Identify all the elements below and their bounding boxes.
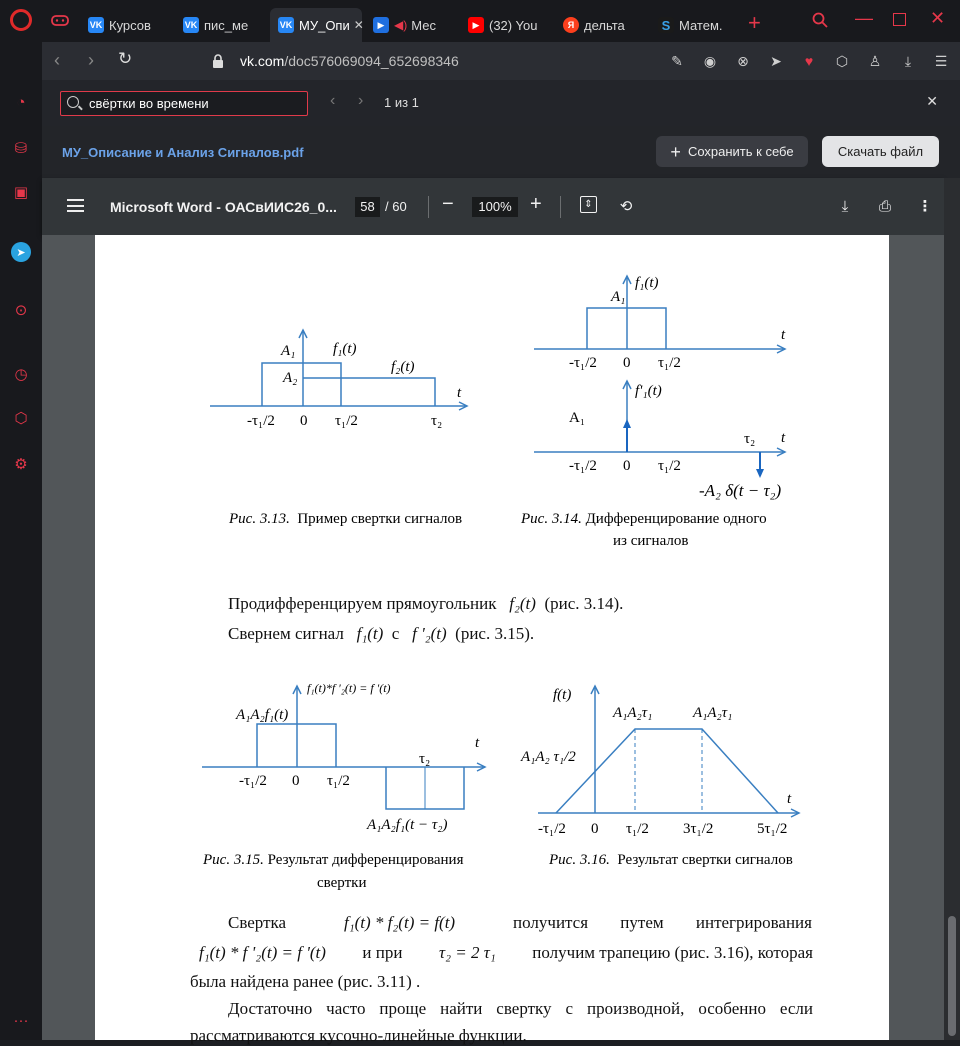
fig16-t-label: t: [787, 791, 792, 807]
fig14-tick: -τ₁/2: [569, 355, 597, 371]
caption-text: Пример свертки сигналов: [297, 511, 463, 527]
settings-icon[interactable]: ⚙: [14, 456, 28, 473]
caption-text: Дифференцирование одного: [585, 511, 767, 527]
fig16-tick: τ₁/2: [626, 821, 649, 837]
fig14-tick: 0: [623, 458, 631, 474]
caption-3-13: [229, 511, 462, 528]
zoom-out-icon[interactable]: −: [442, 193, 454, 215]
tab-bar: [0, 0, 960, 42]
find-next-icon[interactable]: ›: [358, 92, 364, 109]
block-icon[interactable]: ⊗: [737, 52, 749, 69]
text-span: Свертка: [228, 913, 287, 932]
fig13-tick: 0: [300, 413, 308, 429]
menu-icon[interactable]: [67, 199, 84, 212]
tab-4[interactable]: [365, 8, 457, 42]
math-span: f₁(t) * f '₂(t) = f '(t): [199, 943, 326, 962]
address-bar: [42, 42, 960, 80]
fig14-tick: τ₁/2: [658, 355, 681, 371]
fig14-tick: 0: [623, 355, 631, 371]
text-span: (рис. 3.15).: [455, 624, 535, 643]
paragraph-line-5: рассматриваются кусочно-линейные функции.: [190, 1026, 527, 1045]
caption-3-14: [521, 511, 767, 528]
find-query: свёртки во времени: [89, 96, 209, 111]
fig15-equation-label: f₁(t)*f '₂(t) = f '(t): [307, 681, 391, 695]
fig16-tick: -τ₁/2: [538, 821, 566, 837]
url-field[interactable]: [240, 53, 459, 69]
save-to-self-button[interactable]: [656, 136, 808, 167]
text-span: получим трапецию (рис. 3.16), которая: [532, 943, 813, 962]
shopping-bag-icon[interactable]: ⛁: [14, 140, 28, 157]
gamepad-icon[interactable]: [51, 12, 69, 28]
text-span: с: [391, 624, 400, 643]
fig13-tick: τ₂: [431, 413, 443, 429]
find-count: 1 из 1: [384, 95, 419, 110]
caption-number: Рис. 3.13.: [229, 511, 290, 527]
tab-5[interactable]: [460, 8, 552, 42]
vk-icon: VK: [88, 17, 104, 33]
fig13-tick: -τ₁/2: [247, 413, 275, 429]
tab-3-active[interactable]: [270, 8, 362, 42]
text-line-1: [228, 594, 623, 614]
download-icon[interactable]: ⤓: [904, 52, 912, 69]
fig14-tick: -τ₁/2: [569, 458, 597, 474]
text-span: (рис. 3.14).: [544, 594, 624, 613]
opera-logo-icon[interactable]: [10, 9, 32, 31]
caption-text: Результат дифференцирования: [267, 852, 464, 868]
fig16-peak-label-1: A₁A₂τ₁: [613, 705, 653, 721]
caption-number: Рис. 3.16.: [549, 852, 610, 868]
fig14-delta-label: -A₂ δ(t − τ₂): [699, 481, 782, 500]
fig13-f1-label: f₁(t): [333, 341, 357, 357]
caption-3-15: [203, 852, 464, 869]
text-span: Свернем сигнал: [228, 624, 344, 643]
lock-icon: [212, 54, 224, 68]
paragraph-line-1: [228, 913, 812, 933]
math-span: f₁(t): [356, 624, 384, 643]
fig15-tick: -τ₁/2: [239, 773, 267, 789]
fig13-a2-label: A₂: [283, 370, 298, 386]
paragraph-line-2: [199, 943, 813, 963]
extensions-icon[interactable]: ⬡: [14, 410, 28, 427]
send-icon[interactable]: ➤: [770, 52, 782, 69]
caption-3-16: [549, 852, 793, 869]
text-span: получится путем интегрирования: [513, 913, 812, 932]
tab-label: МУ_Опи: [299, 17, 350, 33]
youtube-icon: ▶: [468, 17, 484, 33]
caption-number: Рис. 3.15.: [203, 852, 264, 868]
vk-icon: VK: [278, 17, 294, 33]
pdf-page: [95, 235, 889, 1045]
tab-label: дельта: [584, 17, 625, 33]
page-total: / 60: [385, 199, 407, 214]
fig14-f1-label: f₁(t): [635, 275, 659, 291]
fig14-tau2-label: τ₂: [744, 431, 756, 447]
find-bar: [42, 80, 960, 126]
tab-1[interactable]: [80, 8, 170, 42]
math-span: τ₂ = 2 τ₁: [439, 943, 496, 962]
fig14-t-label: t: [781, 327, 786, 343]
tab-label: Матем.: [679, 17, 723, 33]
zoom-input[interactable]: 100%: [472, 197, 518, 217]
maximize-icon[interactable]: [893, 13, 906, 26]
tab-close-icon[interactable]: ✕: [353, 18, 364, 32]
reload-icon[interactable]: ↻: [118, 49, 133, 68]
caption-number: Рис. 3.14.: [521, 511, 582, 527]
scroll-thumb[interactable]: [948, 916, 956, 1036]
find-close-icon[interactable]: ✕: [926, 93, 938, 109]
tab-label: (32) You: [489, 17, 538, 33]
address-bar-actions: [668, 52, 950, 70]
tab-label: Курсов: [109, 17, 151, 33]
yandex-icon: Я: [563, 17, 579, 33]
fig13-f2-label: f₂(t): [391, 359, 415, 375]
more-options-icon[interactable]: ⋮: [917, 198, 933, 215]
math-span: f₂(t): [509, 594, 536, 613]
text-span: и при: [362, 943, 403, 962]
fig14-a1-impulse-label: A₁: [569, 410, 586, 426]
figure-3-15: [199, 683, 489, 833]
find-prev-icon[interactable]: ‹: [330, 92, 336, 109]
edit-icon[interactable]: ✎: [671, 52, 683, 69]
fig13-t-label: t: [457, 385, 462, 401]
download-icon[interactable]: ⤓: [841, 197, 849, 215]
speaker-icon[interactable]: ◀): [394, 18, 408, 32]
scrollbar[interactable]: [944, 178, 960, 1040]
document-filename[interactable]: МУ_Описание и Анализ Сигналов.pdf: [62, 145, 304, 160]
caption-3-15-line2: свертки: [317, 875, 367, 891]
close-window-icon[interactable]: ✕: [930, 8, 946, 28]
fig15-tick: 0: [292, 773, 300, 789]
tab-6[interactable]: [555, 8, 647, 42]
telegram-icon[interactable]: ➤: [11, 242, 31, 262]
fig16-f-label: f(t): [553, 687, 572, 703]
tab-label: пис_ме: [204, 17, 249, 33]
paragraph-line-4: Достаточно часто проще найти свертку с производной, особенно если: [228, 999, 813, 1018]
plus-icon: +: [670, 141, 681, 162]
rotate-icon[interactable]: ⟲: [619, 198, 633, 215]
more-icon[interactable]: ···: [13, 1011, 29, 1029]
fig14-derivative-label: f'₁(t): [635, 383, 662, 399]
caption-3-14-line2: из сигналов: [613, 533, 689, 549]
figure-3-14: [531, 273, 791, 483]
save-label: Сохранить к себе: [687, 144, 794, 159]
find-input[interactable]: [60, 91, 308, 116]
easy-setup-icon[interactable]: ☰: [934, 52, 948, 69]
fig15-tau2-label: τ₂: [419, 751, 431, 767]
new-tab-icon[interactable]: +: [748, 10, 761, 35]
divider: [560, 196, 561, 218]
zoom-in-icon[interactable]: +: [530, 193, 542, 215]
math-span: f '₂(t): [412, 624, 447, 643]
player-icon[interactable]: ⊙: [14, 302, 28, 319]
speed-dial-icon[interactable]: ◔: [16, 93, 26, 111]
page-number-input[interactable]: 58: [355, 197, 380, 217]
search-tabs-icon[interactable]: [812, 12, 828, 28]
camera-icon[interactable]: ◉: [703, 52, 717, 69]
tab-2[interactable]: [175, 8, 267, 42]
fig14-tick: τ₁/2: [658, 458, 681, 474]
forward-icon[interactable]: ›: [88, 50, 94, 70]
caption-text: Результат свертки сигналов: [617, 852, 793, 868]
search-icon: [67, 96, 79, 108]
fig13-a1-label: A₁: [281, 343, 296, 359]
play-icon: ▶: [373, 17, 389, 33]
fig16-mid-label: A₁A₂ τ₁/2: [521, 749, 576, 765]
fig15-upper-label: A₁A₂f₁(t): [236, 707, 289, 723]
divider: [428, 196, 429, 218]
text-span: Продифференцируем прямоугольник: [228, 594, 497, 613]
fig14-t-label-2: t: [781, 430, 786, 446]
pdf-toolbar: [42, 178, 944, 235]
fig16-peak-label-2: A₁A₂τ₁: [693, 705, 733, 721]
fig13-tick: τ₁/2: [335, 413, 358, 429]
fig16-tick: 0: [591, 821, 599, 837]
profile-icon[interactable]: ♙: [868, 52, 882, 69]
url-host: vk.com: [240, 53, 285, 69]
pdf-title: Microsoft Word - ОАСвИИС26_0...: [110, 199, 337, 215]
fig16-tick: 5τ₁/2: [757, 821, 788, 837]
tab-7[interactable]: [650, 8, 742, 42]
tab-label: Мес: [411, 17, 436, 33]
minimize-icon[interactable]: —: [855, 8, 873, 28]
fig16-tick: 3τ₁/2: [683, 821, 714, 837]
fit-page-icon[interactable]: ⇕: [580, 196, 597, 213]
text-line-2: [228, 624, 534, 644]
sidebar: [0, 42, 42, 1040]
back-icon[interactable]: ‹: [54, 50, 60, 70]
fig15-tick: τ₁/2: [327, 773, 350, 789]
s-icon: S: [658, 17, 674, 33]
paragraph-line-3: была найдена ранее (рис. 3.11) .: [190, 972, 421, 991]
document-header: [42, 126, 960, 178]
vk-icon: VK: [183, 17, 199, 33]
heart-icon[interactable]: ♥: [804, 53, 814, 69]
fig15-lower-label: A₁A₂f₁(t − τ₂): [367, 817, 448, 833]
fig15-t-label: t: [475, 735, 480, 751]
print-icon[interactable]: ⎙: [878, 197, 891, 215]
twitch-icon[interactable]: ▣: [13, 184, 29, 201]
history-icon[interactable]: ◷: [14, 366, 28, 383]
download-file-button[interactable]: Скачать файл: [822, 136, 939, 167]
math-span: f₁(t) * f₂(t) = f(t): [344, 913, 456, 932]
cube-icon[interactable]: ⬡: [835, 52, 849, 69]
fig14-a1-label: A₁: [611, 289, 626, 305]
url-path: /doc576069094_652698346: [284, 53, 459, 69]
